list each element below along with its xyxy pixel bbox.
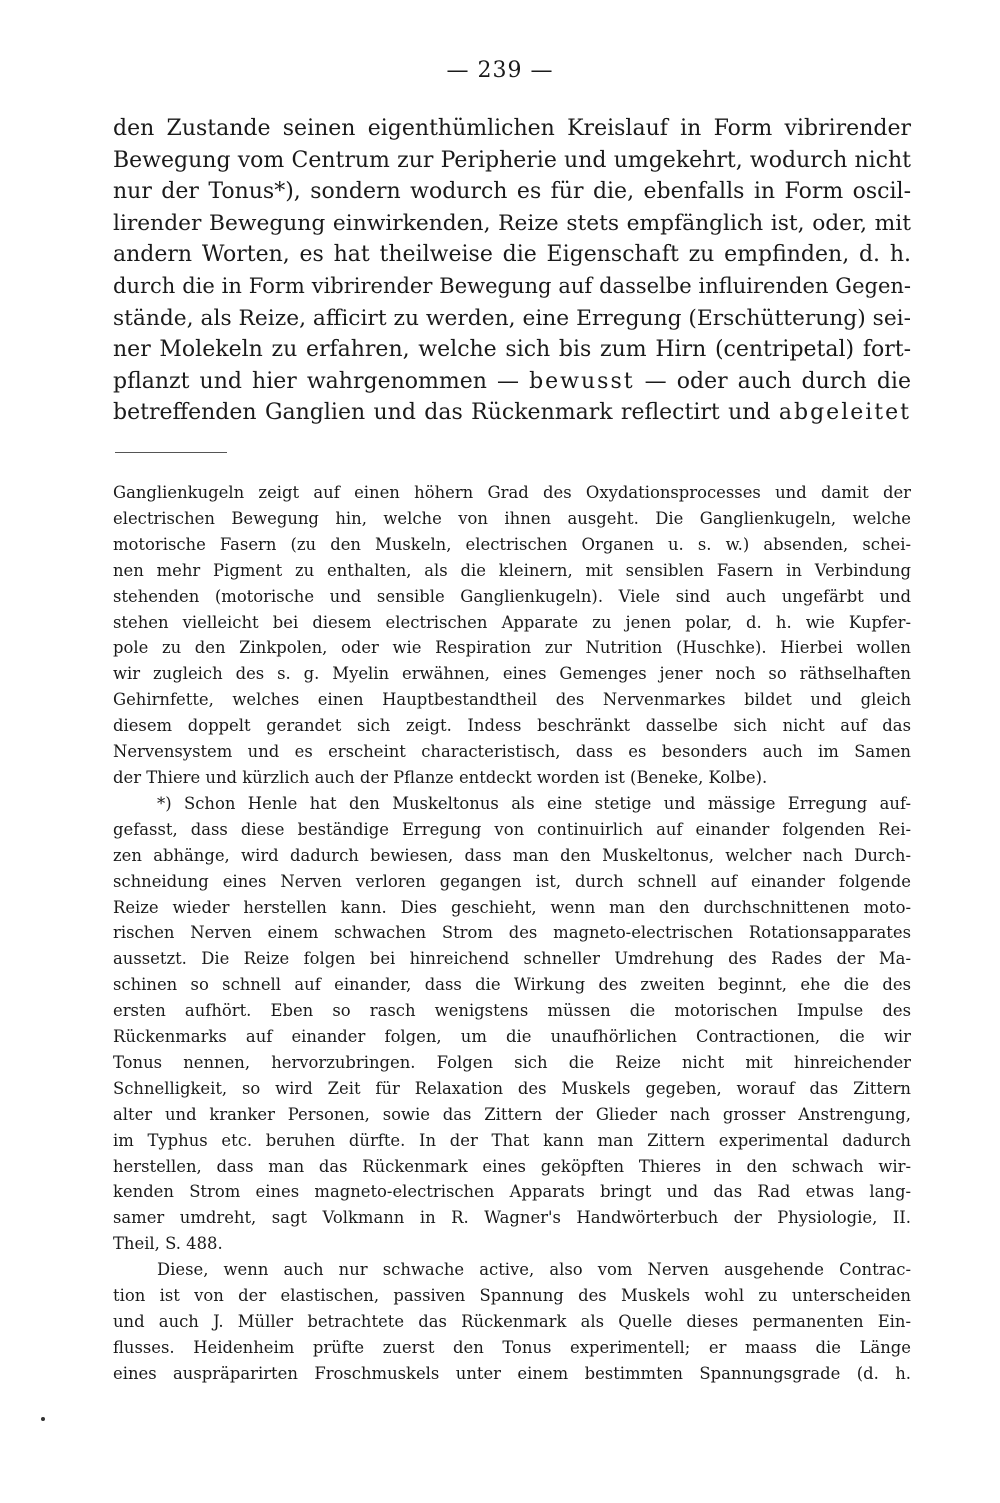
footnote-line: motorische Fasern (zu den Muskeln, electrischen Organen u. s. w.) absenden, schei- xyxy=(113,534,911,554)
footnote-line: pole zu den Zinkpolen, oder wie Respiration zur Nutrition (Huschke). Hierbei wollen xyxy=(113,638,911,658)
footnote-line: Gehirnfette, welches einen Hauptbestandtheil des Nervenmarkes bildet und gleich xyxy=(113,690,911,710)
footnote-line: wir zugleich des s. g. Myelin erwähnen, eines Gemenges jener noch so räthselhaften xyxy=(113,664,911,684)
footnote-line: Theil, S. 488. xyxy=(113,1234,223,1254)
footnote-line: ersten aufhört. Eben so rasch wenigstens müssen die motorischen Impulse des xyxy=(113,1001,911,1021)
footnote-line: Diese, wenn auch nur schwache active, also vom Nerven ausgehende Contrac- xyxy=(157,1260,911,1280)
footnote-line: samer umdreht, sagt Volkmann in R. Wagner's Handwörterbuch der Physiologie, II. xyxy=(113,1208,911,1228)
footnote-line: rischen Nerven einem schwachen Strom des magneto-electrischen Rotationsapparates xyxy=(113,923,911,943)
footnote-line: *) Schon Henle hat den Muskeltonus als eine stetige und mässige Erregung auf- xyxy=(157,793,911,813)
footnote-line: flusses. Heidenheim prüfte zuerst den Tonus experimentell; er maass die Länge xyxy=(113,1337,911,1357)
main-text-line: pflanzt und hier wahrgenommen — bewusst — oder auch durch die xyxy=(113,368,911,394)
margin-dot-mark xyxy=(41,1417,45,1421)
footnote-line: Rückenmarks auf einander folgen, um die unaufhörlichen Contractionen, die wir xyxy=(113,1027,911,1047)
footnote-line: electrischen Bewegung hin, welche von ihnen ausgeht. Die Ganglienkugeln, welche xyxy=(113,508,911,528)
main-text-line: betreffenden Ganglien und das Rückenmark reflectirt und abgeleitet xyxy=(113,400,911,426)
footnote-line: tion ist von der elastischen, passiven Spannung des Muskels wohl zu unterscheiden xyxy=(113,1286,911,1306)
footnote-line: zen abhänge, wird dadurch bewiesen, dass man den Muskeltonus, welcher nach Durch- xyxy=(113,845,911,865)
footnote-line: nen mehr Pigment zu enthalten, als die kleinern, mit sensiblen Fasern in Verbindung xyxy=(113,560,911,580)
main-text-line: andern Worten, es hat theilweise die Eigenschaft zu empfinden, d. h. xyxy=(113,242,911,268)
main-text-line: durch die in Form vibrirender Bewegung auf dasselbe influirenden Gegen- xyxy=(113,273,911,298)
footnote-line: Nervensystem und es erscheint characteristisch, dass es besonders auch im Samen xyxy=(113,742,911,762)
main-body-text xyxy=(113,113,911,429)
footnote-line: Schnelligkeit, so wird Zeit für Relaxation des Muskels gegeben, worauf das Zittern xyxy=(113,1078,911,1098)
main-text-line: stände, als Reize, afficirt zu werden, eine Erregung (Erschütterung) sei- xyxy=(113,305,911,331)
footnote-line: Tonus nennen, hervorzubringen. Folgen sich die Reize nicht mit hinreichender xyxy=(113,1052,911,1072)
footnote-line: schneidung eines Nerven verloren gegangen ist, durch schnell auf einander folgende xyxy=(113,871,911,891)
emphasized-word: bewusst xyxy=(529,368,635,394)
footnote-line: kenden Strom eines magneto-electrischen Apparats bringt und das Rad etwas lang- xyxy=(113,1182,911,1202)
footnote-line: im Typhus etc. beruhen dürfte. In der That kann man Zittern experimental dadurch xyxy=(113,1130,911,1150)
footnote-line: stehen vielleicht bei diesem electrischen Apparate zu jenen polar, d. h. wie Kupfer- xyxy=(113,612,911,632)
footnote-line: stehenden (motorische und sensible Ganglienkugeln). Viele sind auch ungefärbt und xyxy=(113,586,911,606)
main-text-line: Bewegung vom Centrum zur Peripherie und umgekehrt, wodurch nicht xyxy=(113,147,911,173)
footnote-line: alter und kranker Personen, sowie das Zittern der Glieder nach grosser Anstrengung, xyxy=(113,1104,911,1124)
main-text-line: den Zustande seinen eigenthümlichen Kreislauf in Form vibrirender xyxy=(113,116,911,141)
footnote-line: und auch J. Müller betrachtete das Rückenmark als Quelle dieses permanenten Ein- xyxy=(113,1312,911,1331)
main-text-line: ner Molekeln zu erfahren, welche sich bis zum Hirn (centripetal) fort- xyxy=(113,337,911,363)
footnote-line: Reize wieder herstellen kann. Dies geschieht, wenn man den durchschnittenen moto- xyxy=(113,897,911,917)
footnote-line: herstellen, dass man das Rückenmark eines geköpften Thieres in den schwach wir- xyxy=(113,1156,911,1176)
footnote-line: schinen so schnell auf einander, dass die Wirkung des zweiten beginnt, ehe die des xyxy=(113,975,911,995)
footnote-line: Ganglienkugeln zeigt auf einen höhern Grad des Oxydationsprocesses und damit der xyxy=(113,483,911,502)
footnote-line: der Thiere und kürzlich auch der Pflanze entdeckt worden ist (Beneke, Kolbe). xyxy=(113,767,768,787)
main-text-line: lirender Bewegung einwirkenden, Reize stets empfänglich ist, oder, mit xyxy=(113,210,911,236)
footnote-separator xyxy=(115,452,227,453)
emphasized-word: abgeleitet xyxy=(778,400,911,426)
footnote-line: eines auspräparirten Froschmuskels unter einem bestimmten Spannungsgrade (d. h. xyxy=(113,1363,911,1383)
footnote-line: aussetzt. Die Reize folgen bei hinreichend schneller Umdrehung des Rades der Ma- xyxy=(113,949,911,969)
main-text-line: nur der Tonus*), sondern wodurch es für die, ebenfalls in Form oscil- xyxy=(113,179,911,205)
footnotes-block xyxy=(113,480,911,1387)
footnote-line: gefasst, dass diese beständige Erregung von continuirlich auf einander folgenden Rei- xyxy=(113,819,911,839)
page-number: — 239 — xyxy=(446,58,554,83)
footnote-line: diesem doppelt gerandet sich zeigt. Indess beschränkt dasselbe sich nicht auf das xyxy=(113,716,911,736)
